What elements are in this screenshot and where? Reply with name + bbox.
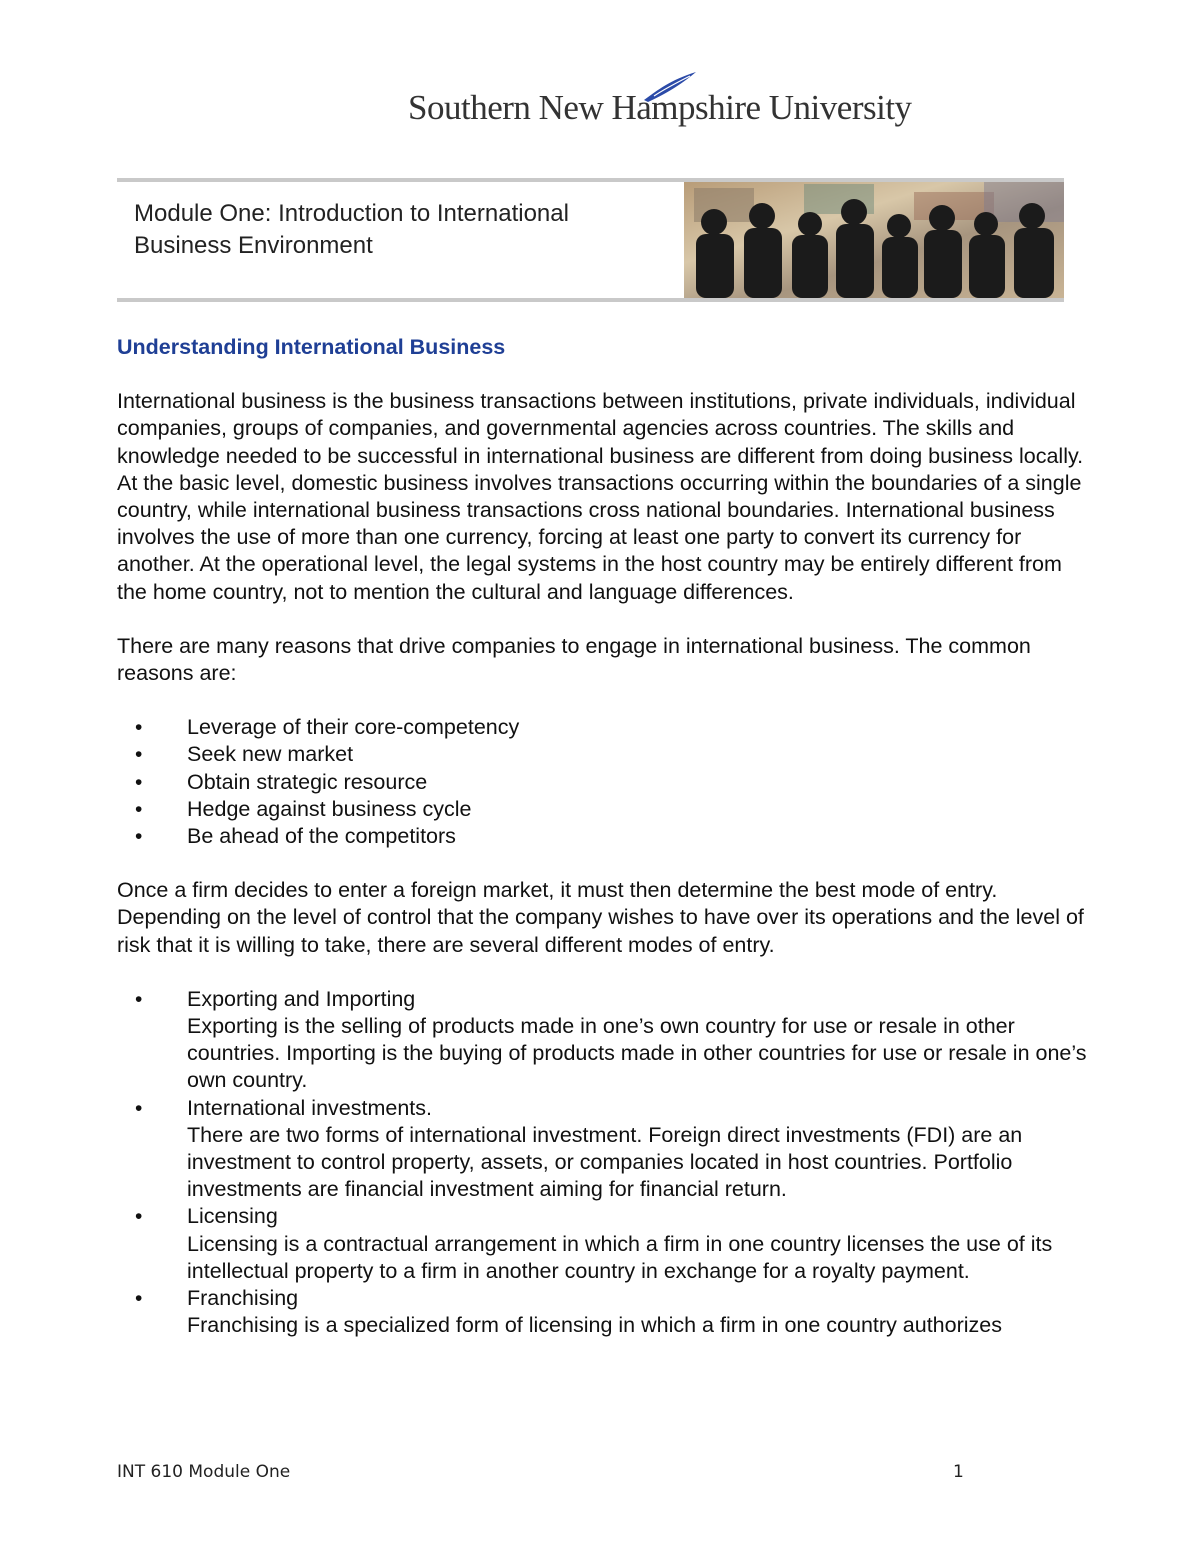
module-title-line-1: Module One: Introduction to International	[134, 200, 569, 227]
mode-description: Licensing is a contractual arrangement in which a firm in one country licenses the use of its intellectual property to a firm in another country in exchange for a royalty payment.	[187, 1231, 1053, 1283]
list-item: • Obtain strategic resource	[187, 769, 1097, 796]
paragraph-intro: International business is the business transactions between institutions, private individuals, individual companies, groups of companies, and governmental agencies across countries. The skills and knowledge needed to be successful in international business are different from doing business locally. At the basic level, domestic business involves transactions occurring within the boundaries of a single country, while international business transactions cross national boundaries. International business involves the use of more than one currency, forcing at least one party to convert its currency for another. At the operational level, the legal systems in the host country may be entirely different from the home country, not to mention the cultural and language differences.	[117, 389, 1084, 604]
list-item: • Hedge against business cycle	[187, 796, 1097, 823]
document-body	[117, 334, 1097, 1367]
list-item: • Seek new market	[187, 741, 1097, 768]
module-banner	[117, 178, 1064, 302]
university-logo	[408, 70, 912, 134]
mode-title: Licensing	[187, 1204, 278, 1229]
mode-description: There are two forms of international investment. Foreign direct investments (FDI) are an investment to control property, assets, or companies located in host countries. Portfolio investments are financial investment aiming for financial return.	[187, 1122, 1023, 1202]
paragraph-entry-modes: Once a firm decides to enter a foreign market, it must then determine the best mode of entry. Depending on the level of control that the company wishes to have over its operations and the level of risk that it is willing to take, there are several different modes of entry.	[117, 878, 1084, 957]
entry-modes-list	[117, 986, 1097, 1340]
mode-title: Exporting and Importing	[187, 986, 416, 1011]
list-item	[187, 1285, 1097, 1339]
business-people-image	[684, 182, 1064, 298]
logo-text: Southern New Hampshire University	[408, 88, 912, 127]
list-item: • Be ahead of the competitors	[187, 823, 1097, 850]
module-title-line-2: Business Environment	[134, 232, 373, 259]
mode-title: International investments.	[187, 1095, 432, 1120]
mode-title: Franchising	[187, 1286, 299, 1311]
mode-description: Franchising is a specialized form of licensing in which a firm in one country authorizes	[187, 1313, 1002, 1338]
list-item: • Leverage of their core-competency	[187, 714, 1097, 741]
page-number: 1	[953, 1462, 964, 1482]
list-item	[187, 1095, 1097, 1204]
list-item	[187, 1203, 1097, 1285]
section-heading: Understanding International Business	[117, 335, 506, 359]
list-item	[187, 986, 1097, 1095]
module-title	[134, 198, 674, 262]
footer-course-label: INT 610 Module One	[117, 1462, 291, 1482]
reasons-list	[117, 714, 1097, 850]
mode-description: Exporting is the selling of products made in one’s own country for use or resale in other countries. Importing is the buying of products made in other countries for use or resale in one’s own country.	[187, 1014, 1087, 1093]
paragraph-reasons-intro: There are many reasons that drive companies to engage in international business. The common reasons are:	[117, 633, 1031, 686]
